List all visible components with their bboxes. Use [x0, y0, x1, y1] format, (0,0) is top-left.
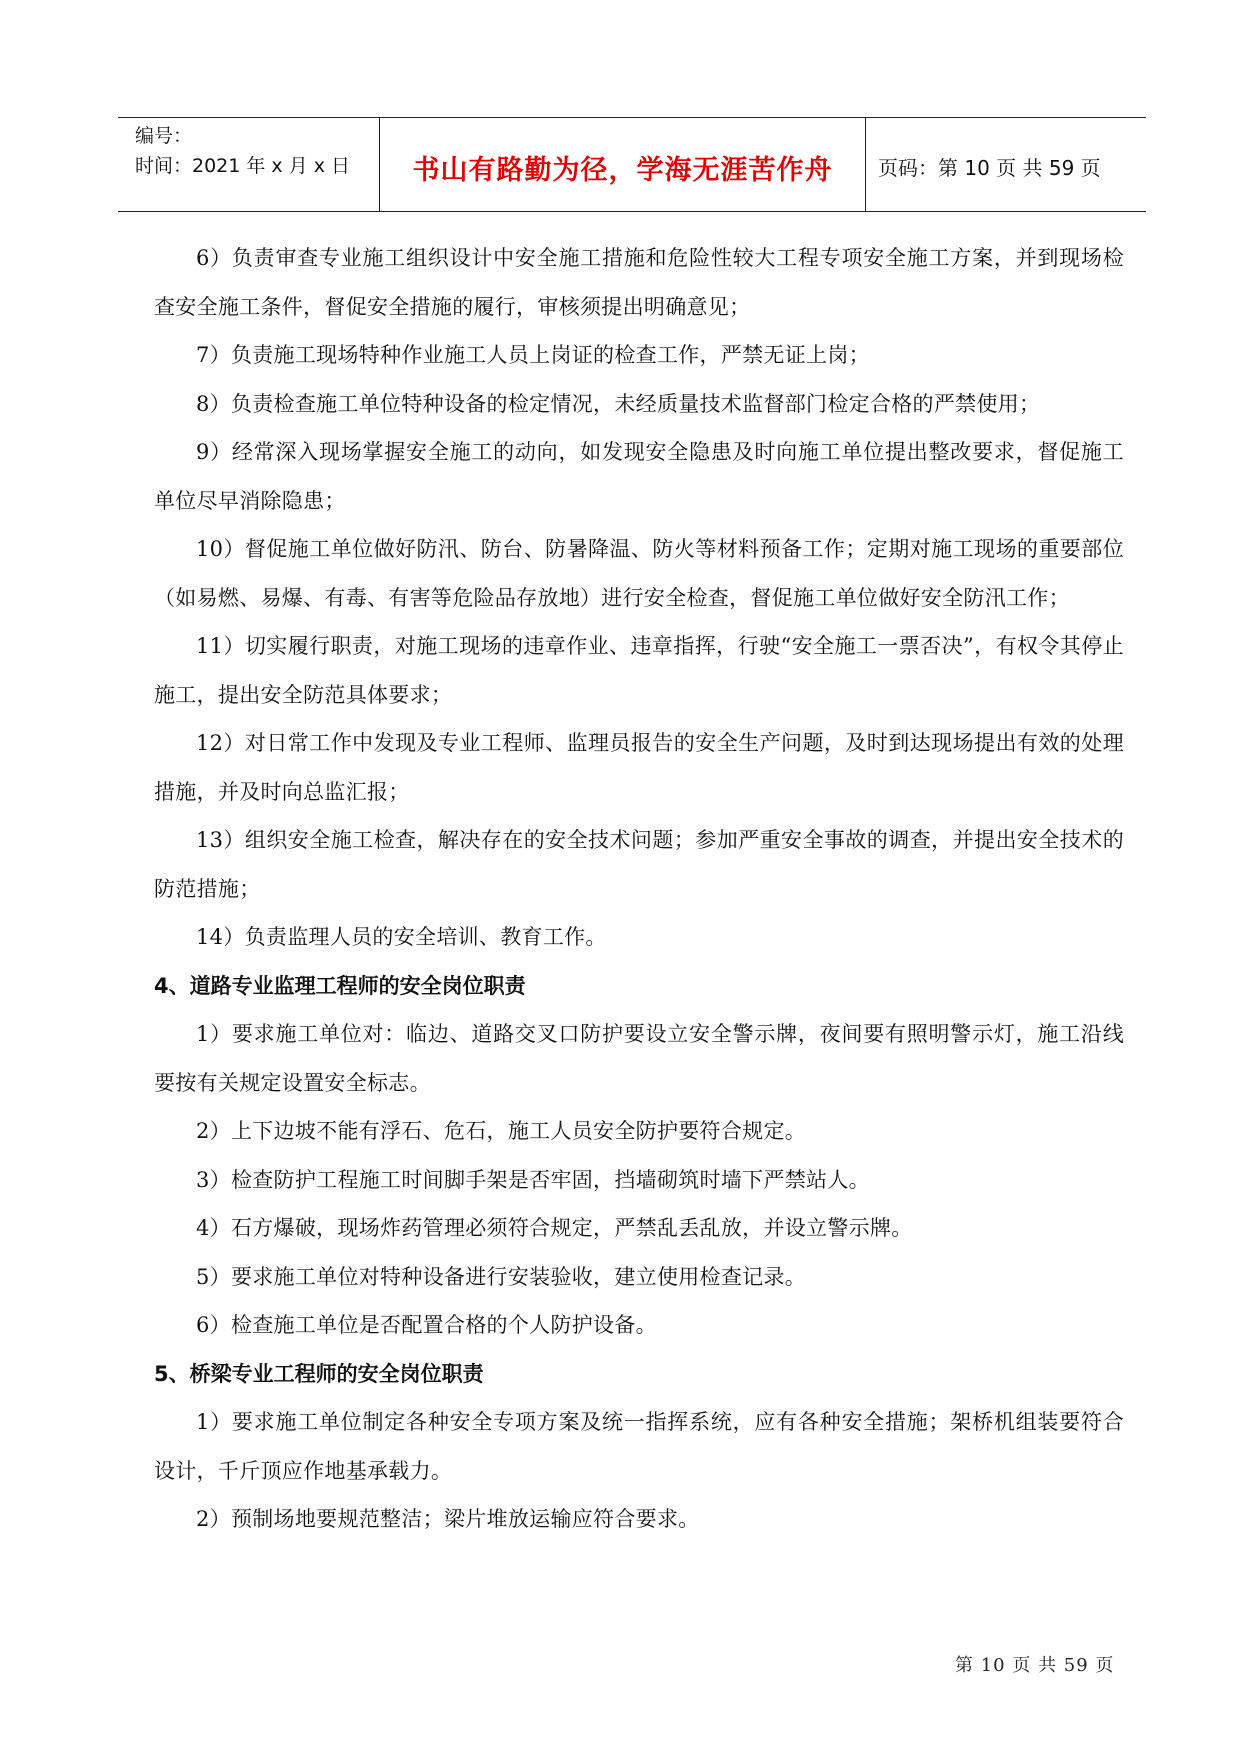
paragraph: 2）预制场地要规范整洁；梁片堆放运输应符合要求。 — [196, 1507, 700, 1531]
paragraph: 7）负责施工现场特种作业施工人员上岗证的检查工作，严禁无证上岗； — [196, 343, 870, 367]
paragraph: 3）检查防护工程施工时间脚手架是否牢固，挡墙砌筑时墙下严禁站人。 — [196, 1167, 870, 1192]
paragraph: 11）切实履行职责，对施工现场的违章作业、违章指挥，行驶“安全施工一票否决”，有权令其停止施工，提出安全防范具体要求； — [154, 634, 1124, 707]
header-motto: 书山有路勤为径，学海无涯苦作舟 — [380, 118, 866, 211]
header-meta — [118, 118, 380, 211]
time-label: 时间：2021 年 x 月 x 日 — [135, 155, 351, 177]
section-heading-road: 4、道路专业监理工程师的安全岗位职责 — [154, 973, 526, 998]
paragraph: 14）负责监理人员的安全培训、教育工作。 — [196, 925, 607, 949]
paragraph: 1）要求施工单位对：临边、道路交叉口防护要设立安全警示牌，夜间要有照明警示灯，施工沿线要按有关规定设置安全标志。 — [154, 1022, 1124, 1095]
paragraph: 2）上下边坡不能有浮石、危石，施工人员安全防护要符合规定。 — [196, 1119, 807, 1143]
header-page-label: 页码：第 10 页 共 59 页 — [878, 156, 1101, 180]
paragraph: 9）经常深入现场掌握安全施工的动向，如发现安全隐患及时向施工单位提出整改要求，督促施工单位尽早消除隐患； — [154, 440, 1124, 513]
number-label: 编号： — [135, 125, 193, 147]
footer-page-number: 第 10 页 共 59 页 — [955, 1655, 1115, 1676]
paragraph: 5）要求施工单位对特种设备进行安装验收，建立使用检查记录。 — [196, 1264, 807, 1289]
paragraph: 12）对日常工作中发现及专业工程师、监理员报告的安全生产问题，及时到达现场提出有效的处理措施，并及时向总监汇报； — [154, 731, 1124, 804]
paragraph: 1）要求施工单位制定各种安全专项方案及统一指挥系统，应有各种安全措施；架桥机组装要符合设计，千斤顶应作地基承载力。 — [154, 1410, 1124, 1483]
document-body — [154, 234, 1124, 1544]
paragraph: 6）负责审查专业施工组织设计中安全施工措施和危险性较大工程专项安全施工方案，并到现场检查安全施工条件，督促安全措施的履行，审核须提出明确意见； — [154, 246, 1124, 319]
section-heading-bridge: 5、桥梁专业工程师的安全岗位职责 — [154, 1361, 484, 1386]
paragraph: 10）督促施工单位做好防汛、防台、防暑降温、防火等材料预备工作；定期对施工现场的重要部位（如易燃、易爆、有毒、有害等危险品存放地）进行安全检查，督促施工单位做好安全防汛工作； — [154, 537, 1124, 610]
paragraph: 4）石方爆破，现场炸药管理必须符合规定，严禁乱丢乱放，并设立警示牌。 — [196, 1216, 913, 1240]
paragraph: 6）检查施工单位是否配置合格的个人防护设备。 — [196, 1313, 657, 1337]
paragraph: 8）负责检查施工单位特种设备的检定情况，未经质量技术监督部门检定合格的严禁使用； — [196, 391, 1041, 416]
page-header — [118, 117, 1146, 212]
paragraph: 13）组织安全施工检查，解决存在的安全技术问题；参加严重安全事故的调查，并提出安全技术的防范措施； — [154, 828, 1124, 901]
